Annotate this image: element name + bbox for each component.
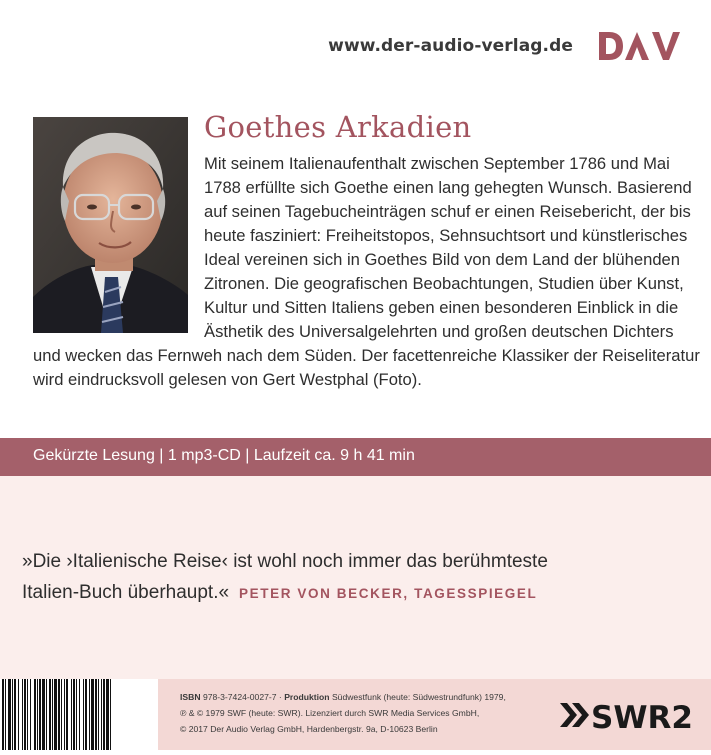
footer-line-2: ℗ & © 1979 SWF (heute: SWR). Lizenziert durch SWR Media Services GmbH,: [180, 708, 480, 718]
barcode-bar: [66, 679, 68, 750]
narrator-photo: [33, 117, 188, 333]
barcode-bar: [49, 679, 51, 750]
barcode-bar: [64, 679, 65, 750]
barcode-bar: [18, 679, 19, 750]
publisher-url[interactable]: www.der-audio-verlag.de: [328, 36, 573, 56]
barcode-bar: [73, 679, 75, 750]
barcode-bar: [22, 679, 23, 750]
barcode-bar: [46, 679, 47, 750]
barcode-bar: [14, 679, 16, 750]
barcode-bar: [12, 679, 13, 750]
barcode-bar: [8, 679, 11, 750]
barcode-bar: [71, 679, 72, 750]
barcode-bar: [5, 679, 6, 750]
separator: ·: [278, 692, 282, 702]
barcode-bar: [61, 679, 62, 750]
description-line: wird eindrucksvoll gelesen von Gert Westphal (Foto).: [33, 370, 422, 389]
book-title: Goethes Arkadien: [204, 110, 472, 144]
isbn-number: 978-3-7424-0027-7: [202, 692, 277, 702]
barcode-bar: [89, 679, 90, 750]
description-line: heute fasziniert: Freiheitstopos, Sehnsuchtsort und künstlerisches: [204, 226, 688, 245]
barcode-bar: [52, 679, 53, 750]
barcode-bar: [103, 679, 105, 750]
isbn-label: ISBN: [180, 692, 201, 702]
quote-author: PETER VON BECKER, TAGESSPIEGEL: [239, 586, 538, 601]
barcode-bar: [98, 679, 99, 750]
description-line: 1788 erfüllte sich Goethe einen lang gehegten Wunsch. Basierend: [204, 178, 692, 197]
barcode-bar: [106, 679, 109, 750]
barcode-bar: [27, 679, 28, 750]
quote-text: Italien-Buch überhaupt.«: [22, 582, 230, 603]
barcode-bar: [79, 679, 80, 750]
swr2-logo: [558, 697, 693, 736]
barcode-bar: [85, 679, 87, 750]
description-line: Kultur und Sitten Italiens geben einen besonderen Einblick in die: [204, 298, 679, 317]
description-line: Ideal vereinen sich in Goethes Bild von dem Land der blühenden: [204, 250, 681, 269]
production-text: Südwestfunk (heute: Südwestrundfunk) 1979,: [331, 692, 506, 702]
barcode-bar: [34, 679, 36, 750]
quote-section: [0, 476, 711, 679]
footer-line-3: © 2017 Der Audio Verlag GmbH, Hardenbergstr. 9a, D-10623 Berlin: [180, 724, 438, 734]
description-line: auf seinen Tagebucheinträgen schuf er einen Reisebericht, der bis: [204, 202, 691, 221]
description-line: Ästhetik des Universalgelehrten und großen deutschen Dichters: [204, 322, 674, 341]
barcode-bar: [2, 679, 4, 750]
barcode-bar: [42, 679, 45, 750]
barcode: [0, 679, 158, 750]
barcode-bar: [58, 679, 60, 750]
swr2-logo-text: SWR2: [591, 700, 693, 736]
description-line: und wecken das Fernweh nach dem Süden. Der facettenreiche Klassiker der Reiseliteratur: [33, 346, 700, 365]
dav-logo: [597, 30, 681, 62]
barcode-bar: [76, 679, 77, 750]
format-info: Gekürzte Lesung | 1 mp3-CD | Laufzeit ca. 9 h 41 min: [33, 447, 415, 464]
description-line: Zitronen. Die geografischen Beobachtungen, Studien über Kunst,: [204, 274, 684, 293]
barcode-bar: [83, 679, 84, 750]
description-line: Mit seinem Italienaufenthalt zwischen September 1786 und Mai: [204, 154, 670, 173]
production-label: Produktion: [284, 692, 330, 702]
barcode-bar: [39, 679, 41, 750]
barcode-bar: [24, 679, 26, 750]
barcode-bar: [54, 679, 57, 750]
barcode-bar: [95, 679, 97, 750]
quote-line: [22, 582, 537, 604]
barcode-bar: [91, 679, 94, 750]
quote-line: »Die ›Italienische Reise‹ ist wohl noch immer das berühmteste: [22, 551, 548, 572]
barcode-bar: [37, 679, 38, 750]
barcode-bar: [101, 679, 102, 750]
barcode-bar: [110, 679, 111, 750]
barcode-bar: [30, 679, 31, 750]
footer-line-1: [180, 692, 506, 702]
